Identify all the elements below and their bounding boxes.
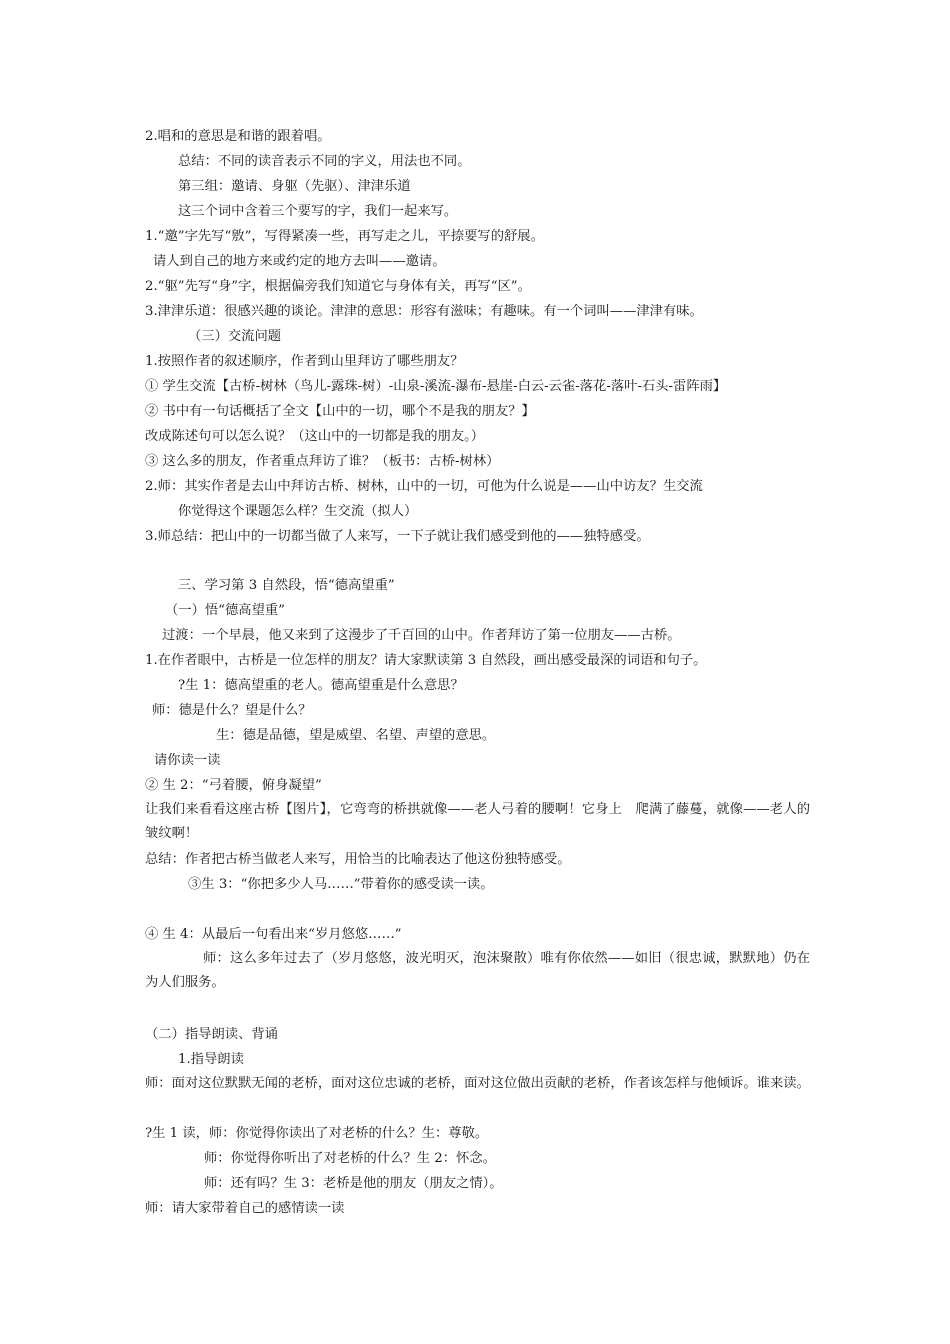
text-line: 师：还有吗？生 3：老桥是他的朋友（朋友之情）。 [204,1176,503,1191]
text-line: 生：德是品德，望是威望、名望、声望的意思。 [216,728,496,743]
text-paragraph: 让我们来看看这座古桥【图片】，它弯弯的桥拱就像——老人弓着的腰啊！它身上 爬满了藤蔓，就像——老人的皱纹啊！ [145,802,810,841]
text-line: 你觉得这个课题怎么样？生交流（拟人） [178,504,418,519]
text-line: 这三个词中含着三个要写的字，我们一起来写。 [178,204,458,219]
text-line: 3.津津乐道：很感兴趣的谈论。津津的意思：形容有滋味；有趣味。有一个词叫——津津有味。 [145,304,703,319]
text-line: 总结：不同的读音表示不同的字义，用法也不同。 [178,154,471,169]
text-line: 师：你觉得你听出了对老桥的什么？生 2：怀念。 [204,1151,496,1166]
text-line: 请人到自己的地方来或约定的地方去叫——邀请。 [153,254,446,269]
text-line: ③ 这么多的朋友，作者重点拜访了谁？（板书：古桥-树林） [145,454,500,469]
text-line: 1.在作者眼中，古桥是一位怎样的朋友？请大家默读第 3 自然段，画出感受最深的词语和句子。 [145,653,707,668]
text-line: ④ 生 4：从最后一句看出来“岁月悠悠……” [145,927,402,942]
section-heading: （三）交流问题 [188,329,282,344]
text-line: 第三组：邀请、身躯（先驱）、津津乐道 [178,179,411,194]
text-paragraph: 师：这么多年过去了（岁月悠悠，波光明灭，泡沫聚散）唯有你依然——如旧（很忠诚，默默地）仍在为人们服务。 [145,951,810,990]
text-line: 1.指导朗读 [178,1052,244,1067]
text-line: 过渡：一个早晨，他又来到了这漫步了千百回的山中。作者拜访了第一位朋友——古桥。 [162,628,681,643]
section-heading: （一）悟“德高望重” [165,603,285,618]
text-line: 总结：作者把古桥当做老人来写，用恰当的比喻表达了他这份独特感受。 [145,852,571,867]
section-heading: （二）指导朗读、背诵 [145,1027,278,1042]
text-line: 改成陈述句可以怎么说？（这山中的一切都是我的朋友。） [145,429,485,444]
section-heading: 三、学习第 3 自然段，悟“德高望重” [178,578,395,593]
text-line: ③生 3：“你把多少人马……”带着你的感受读一读。 [188,877,494,892]
text-line: ?生 1：德高望重的老人。德高望重是什么意思？ [178,678,464,693]
text-line: 师：德是什么？望是什么？ [152,703,312,718]
text-line: ?生 1 读，师：你觉得你读出了对老桥的什么？生：尊敬。 [145,1126,489,1141]
text-line: 师：请大家带着自己的感情读一读 [145,1201,345,1216]
text-line: 请你读一读 [154,753,221,768]
text-line: 2.“躯”先写“身”字，根据偏旁我们知道它与身体有关，再写“区”。 [145,279,531,294]
text-line: 1.“邀”字先写“敫”，写得紧凑一些，再写走之儿，平捺要写的舒展。 [145,229,544,244]
text-line: 1.按照作者的叙述顺序，作者到山里拜访了哪些朋友？ [145,354,464,369]
text-line: 3.师总结：把山中的一切都当做了人来写，一下子就让我们感受到他的——独特感受。 [145,529,650,544]
text-line: ① 学生交流【古桥-树林（鸟儿-露珠-树）-山泉-溪流-瀑布-悬崖-白云-云雀-落花-落叶-石头-雷阵雨】 [145,379,727,394]
text-line: ② 书中有一句话概括了全文【山中的一切，哪个不是我的朋友？】 [145,404,535,419]
text-paragraph: 师：面对这位默默无闻的老桥，面对这位忠诚的老桥，面对这位做出贡献的老桥，作者该怎样与他倾诉。谁来读。 [145,1076,810,1091]
text-line: 2.师：其实作者是去山中拜访古桥、树林，山中的一切，可他为什么说是——山中访友？生交流 [145,479,703,494]
text-line: 2.唱和的意思是和谐的跟着唱。 [145,129,331,144]
text-line: ② 生 2：“弓着腰，俯身凝望” [145,778,322,793]
